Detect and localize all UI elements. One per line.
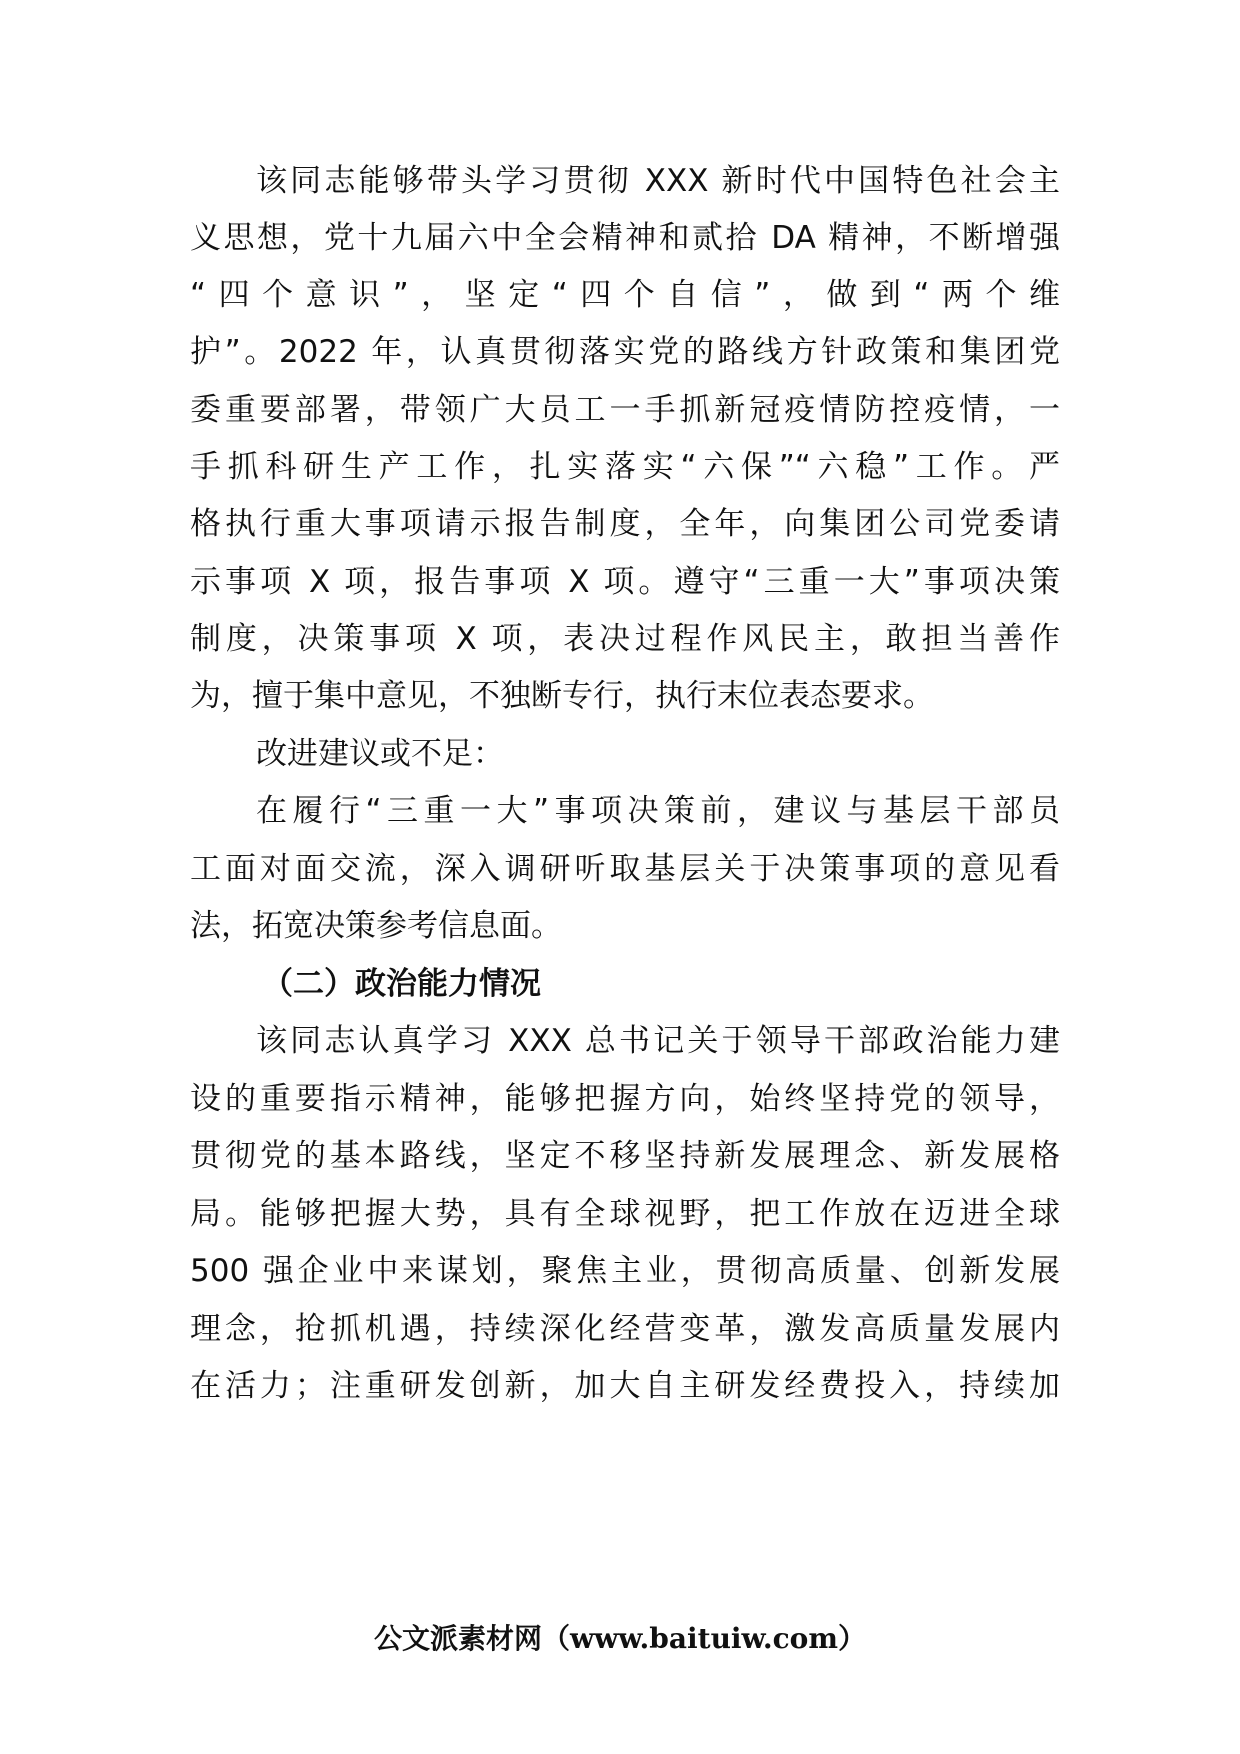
paragraph-1-line-3: “四个意识”，坚定“四个自信”，做到“两个维 (190, 277, 1060, 313)
improvement-label: 改进建议或不足： (256, 736, 504, 772)
paragraph-3-line-4: 局。能够把握大势，具有全球视野，把工作放在迈进全球 (190, 1196, 1060, 1232)
paragraph-3-line-5: 500 强企业中来谋划，聚焦主业，贯彻高质量、创新发展 (190, 1253, 1060, 1289)
paragraph-2-line-1: 在履行“三重一大”事项决策前，建议与基层干部员 (256, 793, 1060, 829)
paragraph-3-line-6: 理念，抢抓机遇，持续深化经营变革，激发高质量发展内 (190, 1311, 1060, 1347)
paragraph-3-line-2: 设的重要指示精神，能够把握方向，始终坚持党的领导， (190, 1081, 1060, 1117)
section-heading: （二）政治能力情况 (262, 966, 541, 1002)
paragraph-1-line-1: 该同志能够带头学习贯彻 XXX 新时代中国特色社会主 (256, 163, 1060, 199)
paragraph-1-line-10: 为，擅于集中意见，不独断专行，执行末位表态要求。 (190, 678, 934, 714)
paragraph-1-line-9: 制度，决策事项 X 项，表决过程作风民主，敢担当善作 (190, 621, 1060, 657)
paragraph-1-line-4: 护”。2022 年，认真贯彻落实党的路线方针政策和集团党 (190, 334, 1060, 370)
paragraph-1-line-7: 格执行重大事项请示报告制度，全年，向集团公司党委请 (190, 506, 1060, 542)
paragraph-2-line-3: 法，拓宽决策参考信息面。 (190, 908, 562, 944)
paragraph-1-line-5: 委重要部署，带领广大员工一手抓新冠疫情防控疫情，一 (190, 392, 1060, 428)
paragraph-1-line-2: 义思想，党十九届六中全会精神和贰拾 DA 精神，不断增强 (190, 220, 1060, 256)
paragraph-3-line-1: 该同志认真学习 XXX 总书记关于领导干部政治能力建 (256, 1023, 1060, 1059)
paragraph-2-line-2: 工面对面交流，深入调研听取基层关于决策事项的意见看 (190, 851, 1060, 887)
paragraph-3-line-7: 在活力；注重研发创新，加大自主研发经费投入，持续加 (190, 1368, 1060, 1404)
footer-source: 公文派素材网（www.baituiw.com） (374, 1622, 866, 1655)
paragraph-3-line-3: 贯彻党的基本路线，坚定不移坚持新发展理念、新发展格 (190, 1138, 1060, 1174)
paragraph-1-line-8: 示事项 X 项，报告事项 X 项。遵守“三重一大”事项决策 (190, 564, 1060, 600)
paragraph-1-line-6: 手抓科研生产工作，扎实落实“六保”“六稳”工作。严 (190, 449, 1060, 485)
